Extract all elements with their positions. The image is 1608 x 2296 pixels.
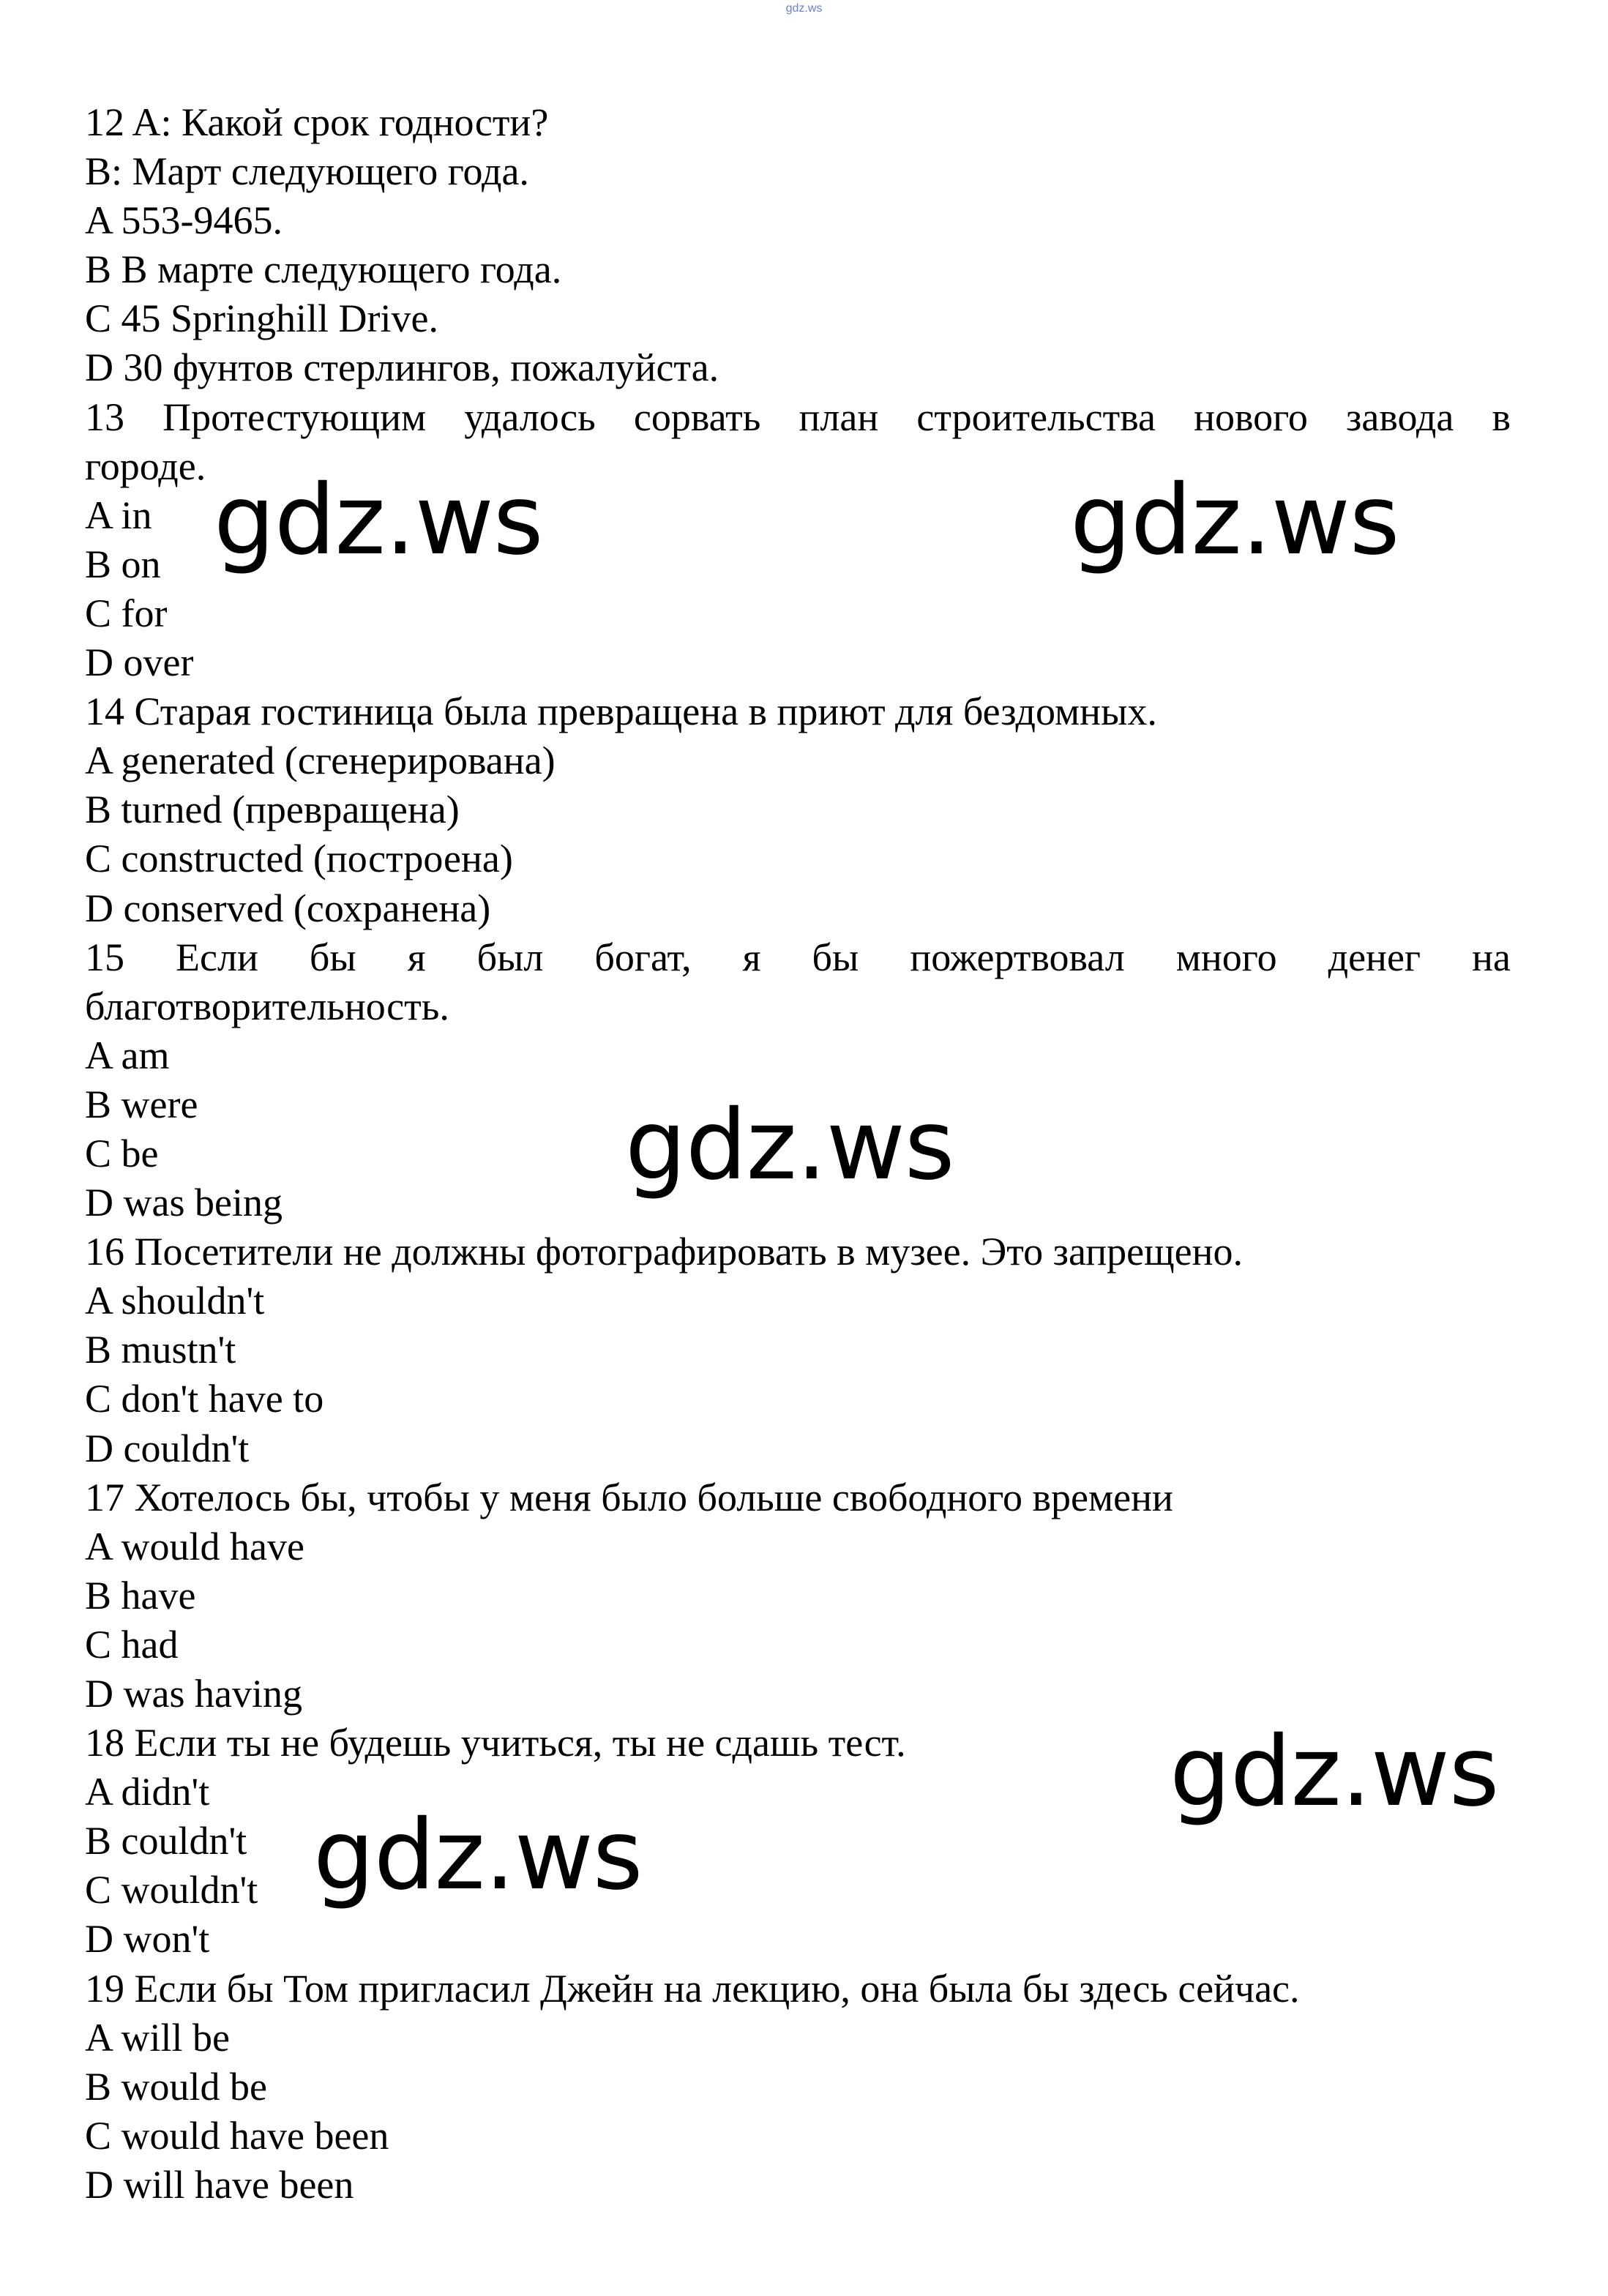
q12-question: 12 A: Какой срок годности?: [85, 100, 549, 144]
q12-answer: B: Март следующего года.: [85, 149, 529, 194]
q19-option-a: A will be: [85, 2015, 230, 2060]
q17-option-c: C had: [85, 1622, 179, 1667]
q14-option-a: A generated (сгенерирована): [85, 738, 556, 783]
q12-option-a: A 553-9465.: [85, 198, 283, 243]
watermark: gdz.ws: [214, 464, 543, 577]
q19-option-b: B would be: [85, 2064, 267, 2109]
watermark: gdz.ws: [313, 1799, 643, 1912]
q17-option-d: D was having: [85, 1672, 302, 1716]
q14-option-c: C constructed (построена): [85, 837, 513, 881]
q18-option-a: A didn't: [85, 1770, 210, 1814]
q15-question-line-2: благотворительность.: [85, 984, 449, 1028]
q12-option-c: C 45 Springhill Drive.: [85, 296, 438, 341]
q19-question: 19 Если бы Том пригласил Джейн на лекцию, она была бы здесь сейчас.: [85, 1966, 1300, 2011]
watermark: gdz.ws: [1170, 1716, 1499, 1828]
q17-question: 17 Хотелось бы, чтобы у меня было больше свободного времени: [85, 1475, 1173, 1519]
q16-option-b: B mustn't: [85, 1328, 236, 1372]
q12-option-d: D 30 фунтов стерлингов, пожалуйста.: [85, 345, 719, 390]
q14-option-d: D conserved (сохранена): [85, 886, 491, 930]
q13-option-b: B on: [85, 542, 161, 586]
q15-option-a: A am: [85, 1033, 170, 1077]
q15-question-line-1: 15 Если бы я был богат, я бы пожертвовал много денег на: [85, 935, 1511, 979]
q13-question-line-1: 13 Протестующим удалось сорвать план строительства нового завода в: [85, 394, 1511, 439]
q18-option-c: C wouldn't: [85, 1868, 258, 1912]
q14-option-b: B turned (превращена): [85, 788, 460, 832]
q18-option-d: D won't: [85, 1917, 210, 1962]
q18-option-b: B couldn't: [85, 1819, 247, 1863]
header-watermark: gdz.ws: [785, 2, 823, 15]
q13-question-line-2: городе.: [85, 444, 206, 488]
q13-option-d: D over: [85, 640, 194, 685]
watermark: gdz.ws: [625, 1089, 954, 1202]
q16-option-a: A shouldn't: [85, 1279, 265, 1323]
q17-option-b: B have: [85, 1573, 196, 1618]
q13-option-c: C for: [85, 591, 168, 635]
watermark: gdz.ws: [1070, 464, 1399, 577]
q12-option-b: B В марте следующего года.: [85, 247, 562, 292]
q15-option-d: D was being: [85, 1181, 283, 1225]
q15-option-b: B were: [85, 1082, 198, 1126]
q16-question: 16 Посетители не должны фотографировать в музее. Это запрещено.: [85, 1230, 1244, 1274]
q18-question: 18 Если ты не будешь учиться, ты не сдашь тест.: [85, 1721, 906, 1765]
q14-question: 14 Старая гостиница была превращена в приют для бездомных.: [85, 689, 1157, 734]
q15-option-c: C be: [85, 1131, 159, 1175]
q19-option-c: C would have been: [85, 2113, 389, 2158]
q19-option-d: D will have been: [85, 2162, 354, 2207]
q16-option-d: D couldn't: [85, 1426, 250, 1470]
q13-option-a: A in: [85, 493, 152, 537]
q17-option-a: A would have: [85, 1524, 304, 1568]
q16-option-c: C don't have to: [85, 1377, 324, 1421]
